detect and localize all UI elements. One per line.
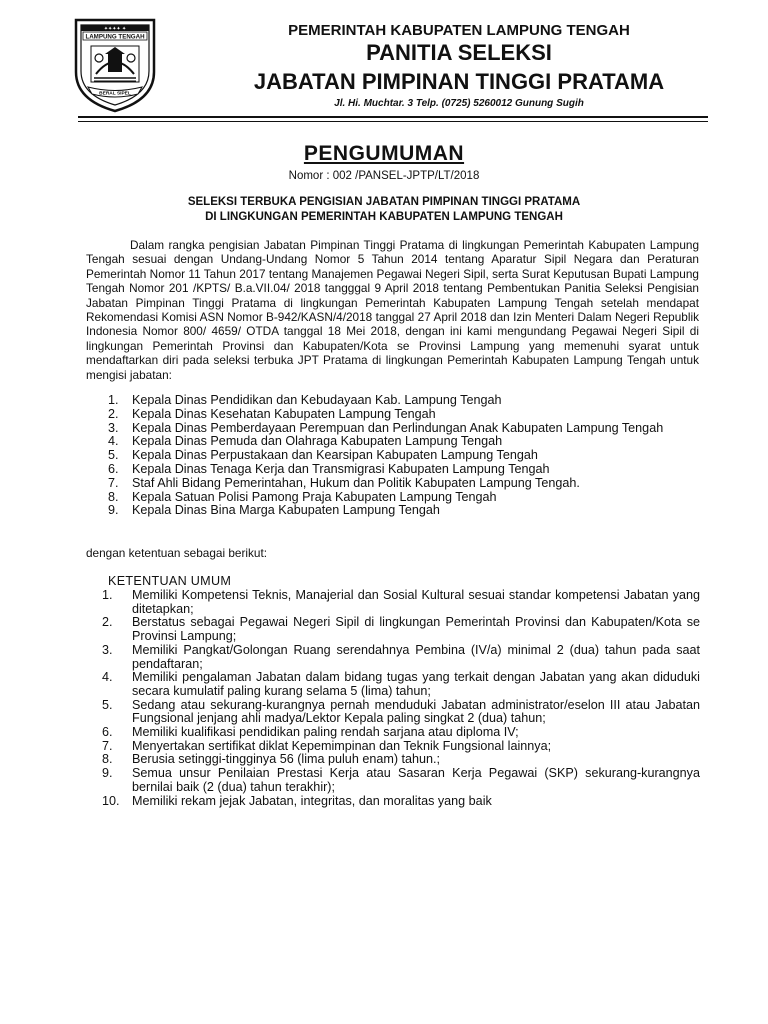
list-item xyxy=(108,435,700,449)
list-item-number: 6. xyxy=(108,461,119,476)
list-item-number: 10. xyxy=(102,793,120,808)
list-item xyxy=(100,767,700,794)
list-item xyxy=(100,644,700,671)
header-rule-thin xyxy=(78,121,708,122)
list-item-number: 2. xyxy=(108,406,119,421)
office-address: Jl. Hi. Muchtar. 3 Telp. (0725) 5260012 Gunung Sugih xyxy=(334,98,584,109)
list-item xyxy=(100,740,700,754)
list-item-text: Memiliki Kompetensi Teknis, Manajerial dan Sosial Kultural sesuai standar kompetensi Jabatan yang ditetapkan; xyxy=(132,588,700,616)
list-item-number: 4. xyxy=(108,434,119,449)
list-item-number: 1. xyxy=(102,588,113,602)
list-item-number: 6. xyxy=(102,725,113,740)
list-item-text: Staf Ahli Bidang Pemerintahan, Hukum dan Politik Kabupaten Lampung Tengah. xyxy=(132,475,580,490)
intro-paragraph xyxy=(86,238,699,382)
list-item xyxy=(100,616,700,643)
list-item xyxy=(108,449,700,463)
list-item xyxy=(100,671,700,698)
announcement-subtitle-line1: SELEKSI TERBUKA PENGISIAN JABATAN PIMPINAN TINGGI PRATAMA xyxy=(187,196,581,208)
list-item-number: 5. xyxy=(108,448,119,463)
list-item-number: 8. xyxy=(102,752,113,767)
list-item-number: 7. xyxy=(108,475,119,490)
list-item-text: Sedang atau sekurang-kurangnya pernah menduduki Jabatan administrator/eselon III atau Jabatan Fungsional jenjang ahli madya/Lektor Kepala paling singkat 2 (dua) tahun; xyxy=(132,697,700,726)
list-item xyxy=(108,477,700,491)
list-item-text: Kepala Dinas Pemberdayaan Perempuan dan Perlindungan Anak Kabupaten Lampung Tengah xyxy=(132,420,664,435)
list-item xyxy=(108,394,700,408)
header-rule-thick xyxy=(78,116,708,118)
list-item-text: Berusia setinggi-tingginya 56 (lima puluh enam) tahun.; xyxy=(132,752,441,767)
list-item-number: 3. xyxy=(108,420,119,435)
list-item xyxy=(108,408,700,422)
list-item-number: 5. xyxy=(102,697,113,712)
general-provisions-list xyxy=(100,589,700,808)
list-item-text: Kepala Dinas Pemuda dan Olahraga Kabupaten Lampung Tengah xyxy=(132,434,503,449)
announcement-title: PENGUMUMAN xyxy=(303,142,465,165)
list-item-number: 2. xyxy=(102,615,113,630)
announcement-number: Nomor : 002 /PANSEL-JPTP/LT/2018 xyxy=(288,170,480,182)
list-item-number: 3. xyxy=(102,642,113,657)
list-item-text: Kepala Satuan Polisi Pamong Praja Kabupaten Lampung Tengah xyxy=(132,489,497,504)
list-item-text: Kepala Dinas Bina Marga Kabupaten Lampung Tengah xyxy=(132,503,440,518)
list-item xyxy=(108,504,700,518)
position-title: JABATAN PIMPINAN TINGGI PRATAMA xyxy=(253,69,665,94)
government-name: PEMERINTAH KABUPATEN LAMPUNG TENGAH xyxy=(288,22,630,39)
general-provisions-heading: KETENTUAN UMUM xyxy=(108,574,232,588)
list-item xyxy=(100,795,700,809)
position-list xyxy=(108,394,700,518)
list-item-text: Memiliki pengalaman Jabatan dalam bidang tugas yang terkait dengan Jabatan yang akan diduduki secara kumulatif paling kurang selama 5 (lima) tahun; xyxy=(132,670,700,698)
list-item-text: Semua unsur Penilaian Prestasi Kerja atau Sasaran Kerja Pegawai (SKP) sekurang-kurangnya bernilai baik (2 (dua) tahun terakhir); xyxy=(132,766,700,794)
list-item-number: 8. xyxy=(108,489,119,504)
svg-text:✦✦✦✦ ✦: ✦✦✦✦ ✦ xyxy=(103,26,127,32)
list-item-number: 4. xyxy=(102,670,113,685)
committee-name: PANITIA SELEKSI xyxy=(366,40,552,65)
list-item-text: Memiliki Pangkat/Golongan Ruang serendahnya Pembina (IV/a) minimal 2 (dua) tahun pada saat pendaftaran; xyxy=(132,642,700,671)
list-item-text: Kepala Dinas Pendidikan dan Kebudayaan Kab. Lampung Tengah xyxy=(132,393,502,407)
list-item-text: Kepala Dinas Kesehatan Kabupaten Lampung Tengah xyxy=(132,406,436,421)
list-item-text: Kepala Dinas Perpustakaan dan Kearsipan Kabupaten Lampung Tengah xyxy=(132,448,538,463)
announcement-subtitle-line2: DI LINGKUNGAN PEMERINTAH KABUPATEN LAMPUNG TENGAH xyxy=(205,211,563,223)
list-item-number: 9. xyxy=(102,766,113,781)
regency-emblem-logo xyxy=(72,14,158,114)
list-item xyxy=(100,726,700,740)
list-item xyxy=(100,589,700,616)
list-item xyxy=(108,422,700,436)
provision-intro: dengan ketentuan sebagai berikut: xyxy=(86,546,268,560)
list-item-text: Berstatus sebagai Pegawai Negeri Sipil di lingkungan Pemerintah Provinsi dan Kabupaten/Kota se Provinsi Lampung; xyxy=(132,615,700,644)
list-item-number: 7. xyxy=(102,738,113,753)
list-item-number: 9. xyxy=(108,503,119,518)
logo-banner-text: BERAL SIPEL xyxy=(99,91,131,97)
logo-top-text: LAMPUNG TENGAH xyxy=(85,33,145,41)
intro-paragraph-text: Dalam rangka pengisian Jabatan Pimpinan Tinggi Pratama di lingkungan Pemerintah Kabupaten Lampung Tengah sesuai dengan Undang-Undang Nomor 5 Tahun 2014 tentang Aparatur Sipil Negara dan Peraturan Pemerintah Nomor 11 Tahun 2017 tentang Manajemen Pegawai Negeri Sipil, serta Surat Keputusan Bupati Lampung Tengah Nomor 201 /KPTS/ B.a.VII.04/ 2018 tangggal 9 April 2018 tentang Pembentukan Panitia Seleksi Pengisian Jabatan Pimpinan Tinggi Pratama di lingkungan Pemerintah Kabupaten Lampung Tengah setelah mendapat Rekomendasi Komisi ASN Nomor B-942/KASN/4/2018 tanggal 27 April 2018 dan Izin Menteri Dalam Negeri Republik Indonesia Nomor 800/ 4659/ OTDA tanggal 18 Mei 2018, dengan ini kami mengundang Pegawai Negeri Sipil di lingkungan Pemerintah Provinsi dan Kabupaten/Kota se Provinsi Lampung yang memenuhi syarat untuk mendaftarkan diri pada seleksi terbuka JPT Pratama di lingkungan Pemerintah Kabupaten Lampung Tengah untuk mengisi jabatan: xyxy=(86,238,699,382)
list-item-text: Memiliki rekam jejak Jabatan, integritas, dan moralitas yang baik xyxy=(132,793,492,808)
list-item xyxy=(108,491,700,505)
list-item xyxy=(100,753,700,767)
list-item xyxy=(100,699,700,726)
list-item xyxy=(108,463,700,477)
list-item-text: Kepala Dinas Tenaga Kerja dan Transmigrasi Kabupaten Lampung Tengah xyxy=(132,461,550,476)
list-item-number: 1. xyxy=(108,393,119,407)
list-item-text: Menyertakan sertifikat diklat Kepemimpinan dan Teknik Fungsional lainnya; xyxy=(132,738,552,753)
list-item-text: Memiliki kualifikasi pendidikan paling rendah sarjana atau diploma IV; xyxy=(132,725,519,740)
